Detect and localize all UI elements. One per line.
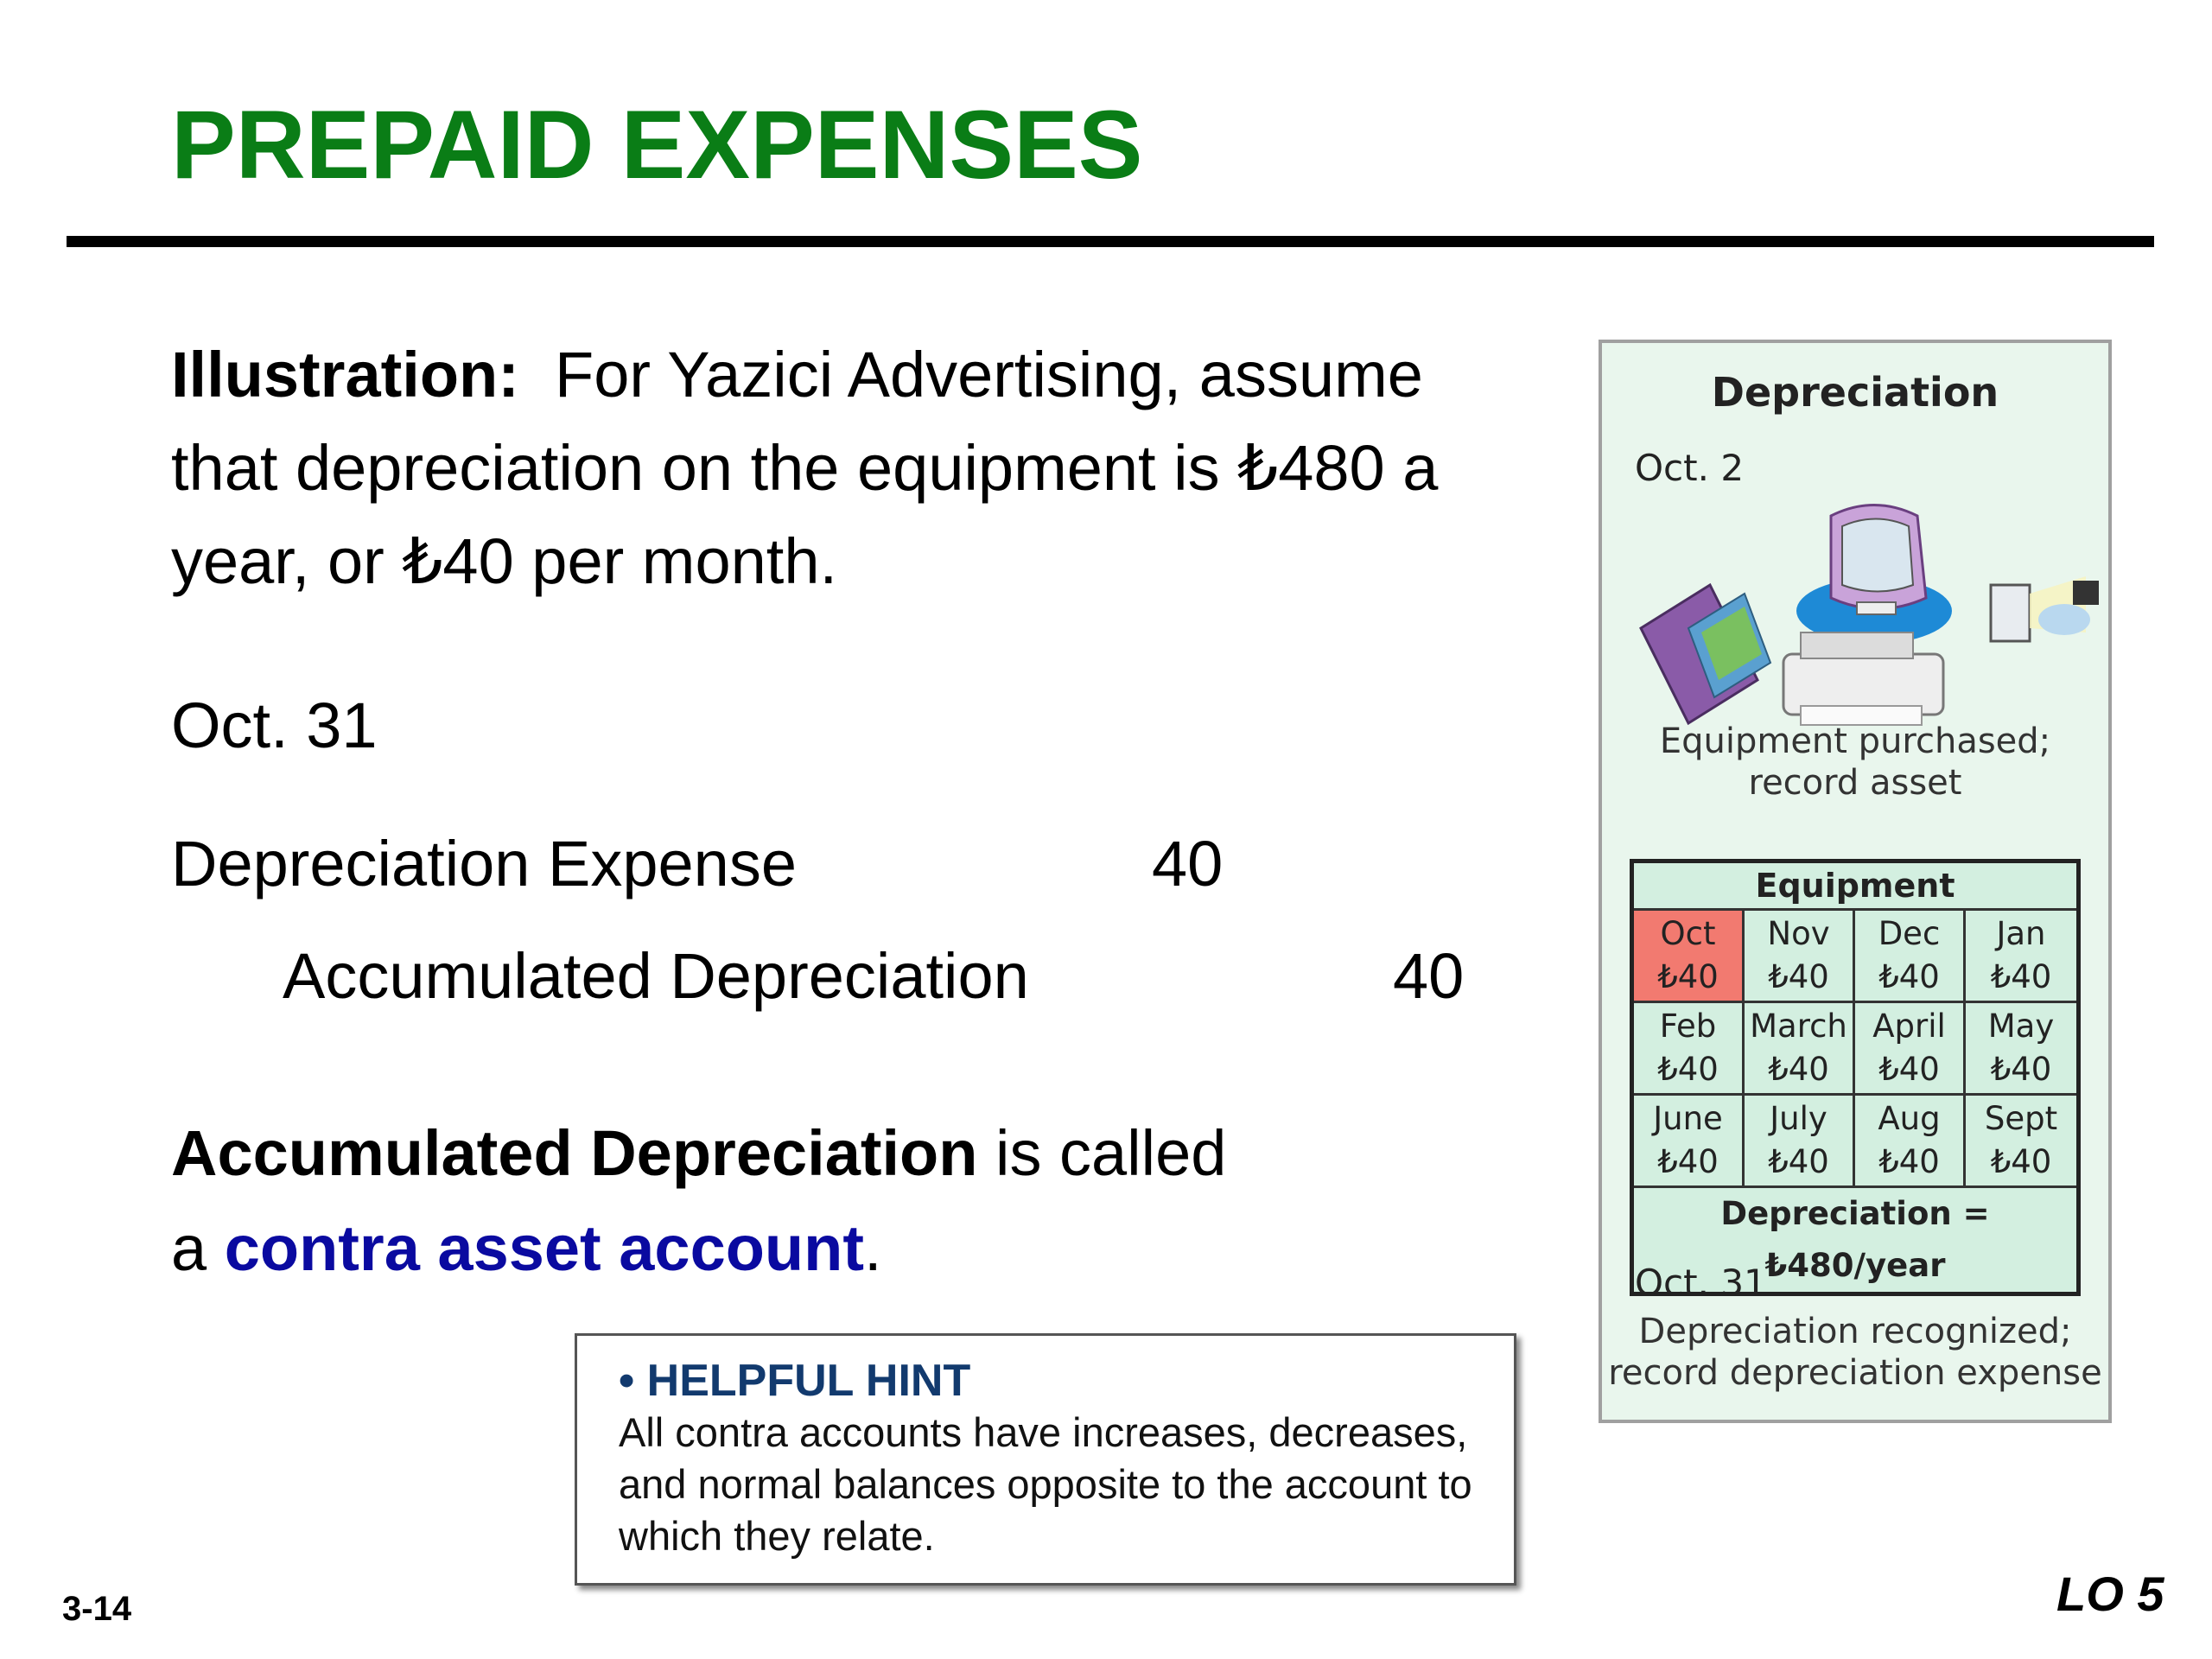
caption-start-line2: record asset <box>1748 763 1962 803</box>
caption-end-line1: Depreciation recognized; <box>1638 1312 2072 1351</box>
ledger-cell: Dec ₺40 <box>1855 911 1966 1003</box>
caption-end-line2: record depreciation expense <box>1608 1353 2102 1393</box>
binder-icon <box>1641 585 1770 723</box>
learning-objective-label: LO 5 <box>2056 1567 2164 1621</box>
credit-account: Accumulated Depreciation <box>283 940 1029 1012</box>
ledger-total: Depreciation = ₺480/year <box>1720 1195 1990 1284</box>
contra-highlight: contra asset account <box>224 1212 864 1284</box>
ledger-cell: Sept ₺40 <box>1966 1096 2076 1188</box>
illustration-text: For Yazici Advertising, assume that depreciation on the equipment is ₺480 a year, or ₺40 per month. <box>171 339 1439 597</box>
ledger-cell: Nov ₺40 <box>1745 911 1855 1003</box>
panel-end-date: Oct. 31 <box>1635 1262 1767 1304</box>
caption-start-line1: Equipment purchased; <box>1659 721 2051 761</box>
equipment-illustration <box>1615 447 2099 732</box>
panel-start-caption <box>1602 721 2108 804</box>
slide-title: PREPAID EXPENSES <box>171 91 1143 199</box>
computer-monitor-icon <box>1796 505 1952 645</box>
ledger-cell: Oct ₺40 <box>1634 911 1745 1003</box>
contra-note <box>171 1106 1467 1296</box>
ledger-cell: April ₺40 <box>1855 1003 1966 1096</box>
slide-number: 3-14 <box>62 1590 132 1628</box>
debit-account: Depreciation Expense <box>171 828 797 899</box>
contra-term: Accumulated Depreciation <box>171 1117 978 1189</box>
hint-title: • HELPFUL HINT <box>619 1356 971 1406</box>
ledger-cell: June ₺40 <box>1634 1096 1745 1188</box>
entry-date: Oct. 31 <box>171 690 378 761</box>
printer-icon <box>1783 632 1943 725</box>
ledger-cell: Feb ₺40 <box>1634 1003 1745 1096</box>
debit-amount: 40 <box>1152 828 1224 899</box>
depreciation-panel <box>1599 340 2112 1423</box>
ledger-grid <box>1634 911 2076 1188</box>
credit-amount: 40 <box>1393 940 1465 1012</box>
illustration-label: Illustration: <box>171 339 519 410</box>
illustration-paragraph <box>171 328 1519 608</box>
ledger-cell: Aug ₺40 <box>1855 1096 1966 1188</box>
panel-title: Depreciation <box>1711 369 1999 416</box>
ledger-cell: Jan ₺40 <box>1966 911 2076 1003</box>
hint-body: All contra accounts have increases, decreases, and normal balances opposite to the account to which they relate. <box>619 1409 1472 1559</box>
contra-suffix: . <box>863 1212 882 1284</box>
ledger-title: Equipment <box>1634 863 2076 911</box>
ledger-cell: May ₺40 <box>1966 1003 2076 1096</box>
ledger-cell: March ₺40 <box>1745 1003 1855 1096</box>
contra-prefix: a <box>171 1212 207 1284</box>
projector-icon <box>1991 576 2099 641</box>
panel-end-caption <box>1602 1311 2108 1394</box>
equipment-ledger <box>1630 859 2081 1296</box>
helpful-hint-box <box>575 1333 1516 1586</box>
title-divider <box>67 236 2154 247</box>
ledger-cell: July ₺40 <box>1745 1096 1855 1188</box>
panel-start-date: Oct. 2 <box>1635 447 1745 489</box>
contra-middle: is called <box>995 1117 1227 1189</box>
